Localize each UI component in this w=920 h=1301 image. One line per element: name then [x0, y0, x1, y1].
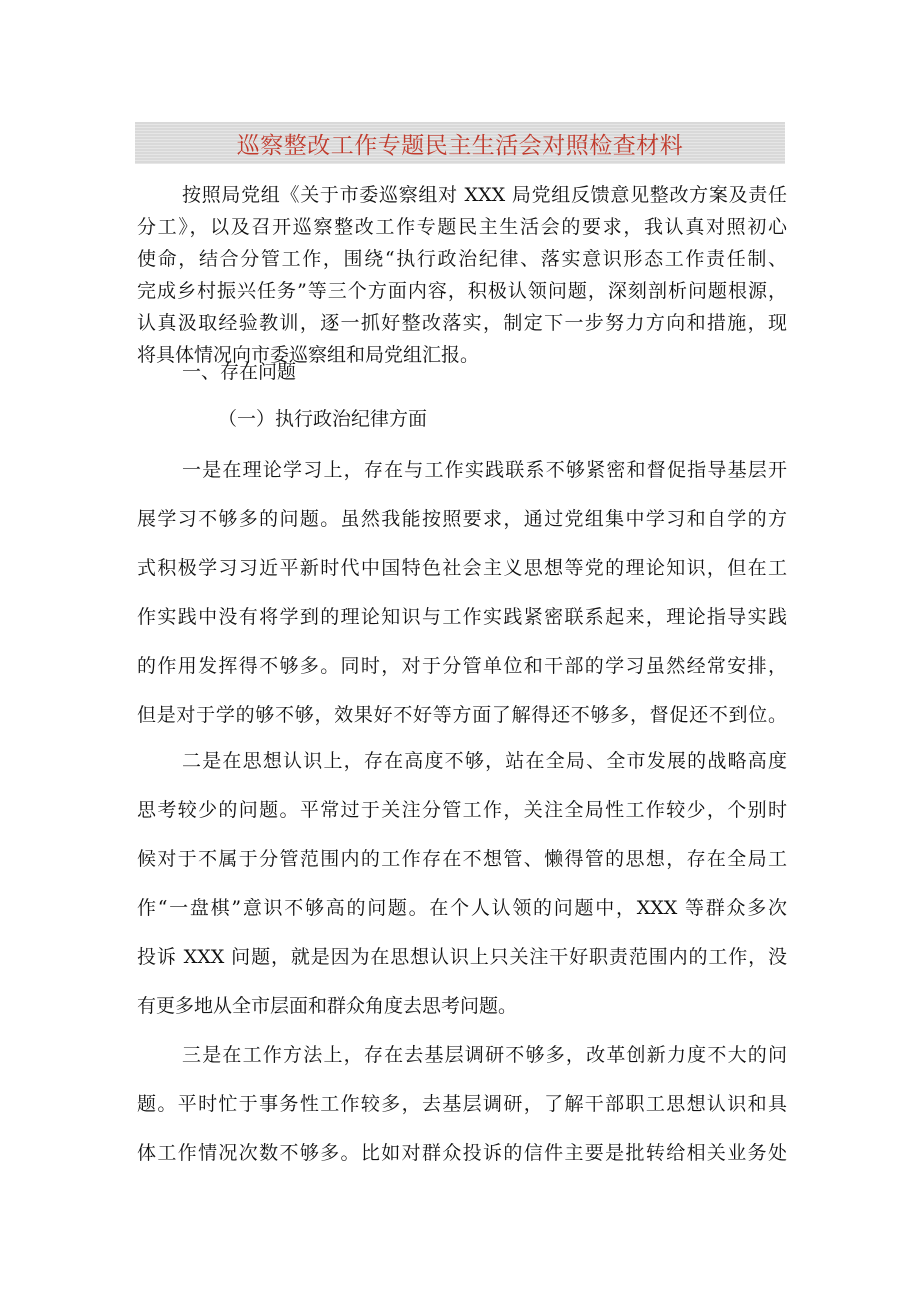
paragraph-line: 展学习不够多的问题。虽然我能按照要求，通过党组集中学习和自学的方: [137, 508, 787, 530]
paragraph-line: 的作用发挥得不够多。同时，对于分管单位和干部的学习虽然经常安排，: [137, 655, 787, 677]
document-title: 巡察整改工作专题民主生活会对照检查材料: [236, 132, 684, 159]
paragraph-line: 思考较少的问题。平常过于关注分管工作，关注全局性工作较少，个别时: [137, 799, 787, 821]
paragraph-line: 作实践中没有将学到的理论知识与工作实践紧密联系起来，理论指导实践: [137, 606, 787, 628]
paragraph-line: 作“一盘棋”意识不够高的问题。在个人认领的问题中，XXX 等群众多次: [137, 897, 787, 919]
paragraph-line: 式积极学习习近平新时代中国特色社会主义思想等党的理论知识，但在工: [137, 557, 787, 579]
paragraph-line: 但是对于学的够不够，效果好不好等方面了解得还不够多，督促还不到位。: [137, 704, 787, 726]
section-heading: 一、存在问题: [182, 361, 297, 383]
paragraph-line: 三是在工作方法上，存在去基层调研不够多，改革创新力度不大的问: [182, 1044, 787, 1066]
intro-line: 使命，结合分管工作，围绕“执行政治纪律、落实意识形态工作责任制、: [137, 248, 787, 270]
paragraph-line: 题。平时忙于事务性工作较多，去基层调研，了解干部职工思想认识和具: [137, 1093, 787, 1115]
intro-line: 认真汲取经验教训，逐一抓好整改落实，制定下一步努力方向和措施，现: [137, 312, 787, 334]
paragraph-line: 二是在思想认识上，存在高度不够，站在全局、全市发展的战略高度: [182, 750, 787, 772]
paragraph-line: 有更多地从全市层面和群众角度去思考问题。: [137, 995, 518, 1017]
title-banner: [135, 122, 785, 164]
paragraph-line: 候对于不属于分管范围内的工作存在不想管、懒得管的思想，存在全局工: [137, 848, 787, 870]
subsection-heading: （一）执行政治纪律方面: [218, 408, 428, 430]
intro-line: 完成乡村振兴任务”等三个方面内容，积极认领问题，深刻剖析问题根源，: [137, 280, 787, 302]
paragraph-line: 投诉 XXX 问题，就是因为在思想认识上只关注干好职责范围内的工作，没: [137, 946, 787, 968]
paragraph-line: 一是在理论学习上，存在与工作实践联系不够紧密和督促指导基层开: [182, 459, 787, 481]
intro-line: 将具体情况向市委巡察组和局党组汇报。: [137, 344, 480, 366]
intro-line: 按照局党组《关于市委巡察组对 XXX 局党组反馈意见整改方案及责任: [182, 184, 787, 206]
paragraph-line: 体工作情况次数不够多。比如对群众投诉的信件主要是批转给相关业务处: [137, 1142, 787, 1164]
intro-line: 分工》，以及召开巡察整改工作专题民主生活会的要求，我认真对照初心: [137, 216, 787, 238]
